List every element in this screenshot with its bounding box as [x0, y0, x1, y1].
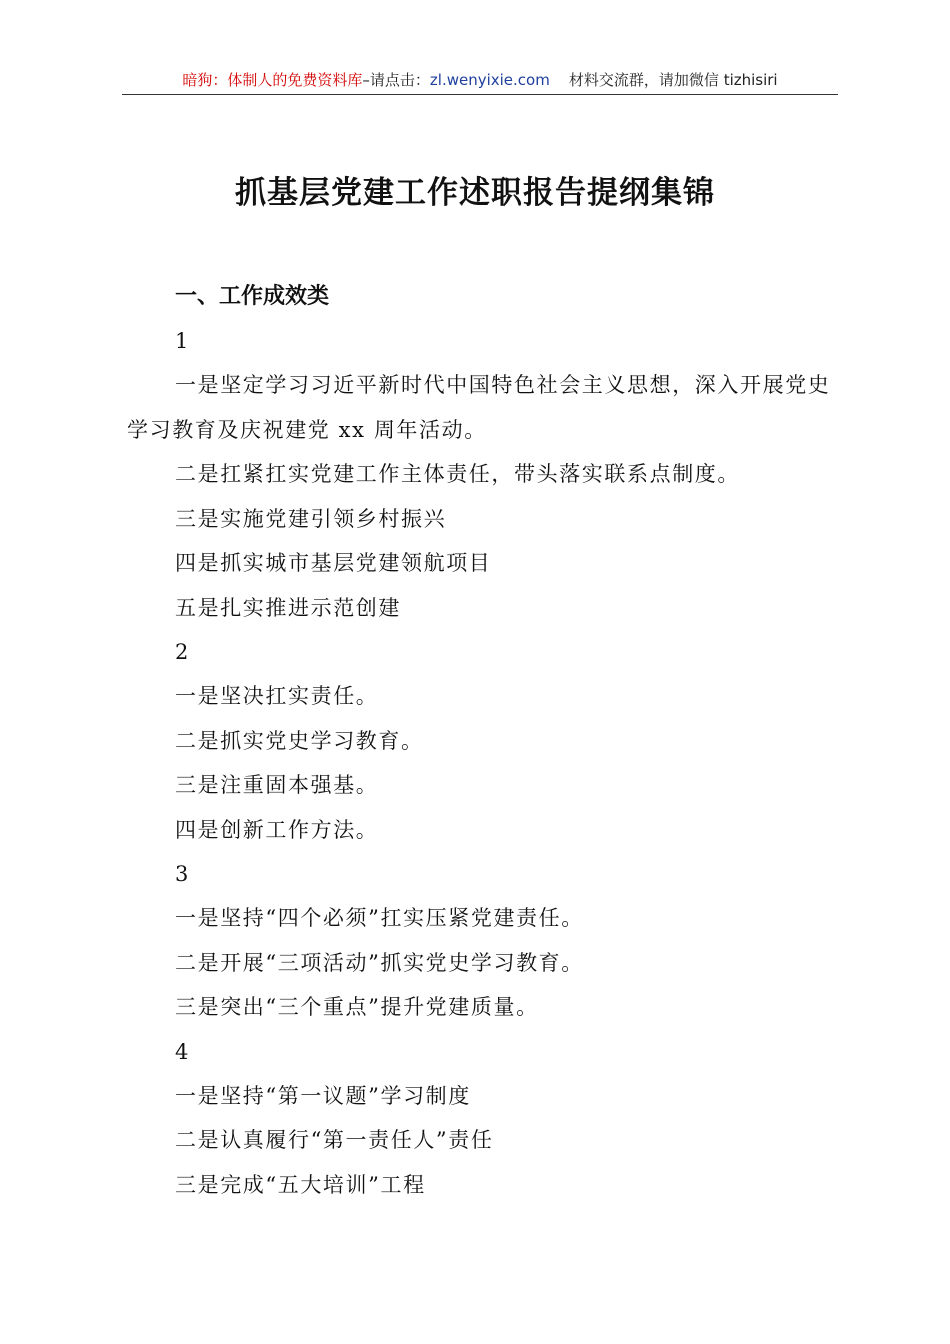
outline-item: 二是扛紧扛实党建工作主体责任，带头落实联系点制度。 — [175, 462, 740, 486]
outline-item: 四是抓实城市基层党建领航项目 — [175, 551, 492, 575]
outline-item: 二是开展“三项活动”抓实党史学习教育。 — [175, 950, 584, 975]
group-number: 2 — [175, 640, 189, 664]
outline-item: 五是扎实推进示范创建 — [175, 595, 401, 620]
outline-item: 三是突出“三个重点”提升党建质量。 — [175, 995, 539, 1019]
header-brand: 暗狗：体制人的免费资料库 — [182, 71, 363, 89]
document-body — [127, 275, 841, 1207]
header-url-link[interactable]: zl.wenyixie.com — [429, 71, 550, 89]
outline-item: 三是注重固本强基。 — [175, 773, 379, 797]
outline-item: 一是坚持“第一议题”学习制度 — [175, 1083, 471, 1108]
page-header — [122, 66, 838, 95]
outline-item: 一是坚决扛实责任。 — [175, 684, 379, 708]
group-number: 4 — [175, 1039, 189, 1064]
outline-item: 二是抓实党史学习教育。 — [175, 728, 424, 753]
header-contact: 材料交流群，请加微信 tizhisiri — [568, 71, 778, 89]
group-number: 1 — [175, 329, 189, 353]
outline-item: 一是坚持“四个必须”扛实压紧党建责任。 — [175, 906, 584, 930]
header-click-prompt: –请点击： — [362, 71, 430, 89]
outline-item: 一是坚定学习习近平新时代中国特色社会主义思想，深入开展党史学习教育及庆祝建党 xx 周年活动。 — [127, 373, 831, 442]
outline-item: 三是完成“五大培训”工程 — [175, 1172, 426, 1197]
document-title: 抓基层党建工作述职报告提纲集锦 — [235, 175, 715, 211]
group-number: 3 — [175, 862, 189, 886]
outline-group-1 — [127, 319, 841, 630]
outline-group-4 — [127, 1030, 841, 1208]
section-heading: 一、工作成效类 — [175, 284, 330, 309]
outline-item: 三是实施党建引领乡村振兴 — [175, 506, 447, 531]
outline-item: 二是认真履行“第一责任人”责任 — [175, 1128, 494, 1152]
outline-item: 四是创新工作方法。 — [175, 817, 379, 842]
outline-group-2 — [127, 630, 841, 852]
outline-group-3 — [127, 852, 841, 1030]
